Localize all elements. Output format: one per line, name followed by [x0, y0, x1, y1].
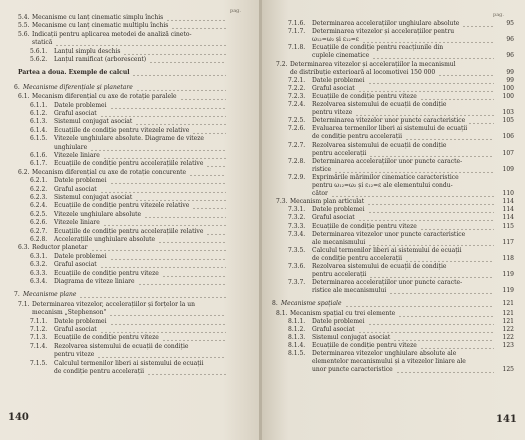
dot-leader: [110, 102, 226, 109]
toc-entry-title: de condiție pentru accelerații: [54, 368, 145, 375]
toc-entry-number: 8.1.4.: [288, 341, 306, 349]
toc-entry-number: 7.1.7.: [288, 28, 306, 36]
toc-entry-number: 5.4.: [18, 14, 30, 21]
toc-entry-title: Accelerațiile unghiulare absolute: [54, 236, 156, 243]
toc-entry-number: 7.3.6.: [288, 263, 306, 270]
toc-entry-title: Exprimările mărimilor cinematice caracteristice: [312, 173, 459, 181]
toc-entry-number: 6.2.7.: [30, 227, 48, 235]
toc-entry-page: 114: [502, 206, 514, 214]
toc-entry-title: Calculul termenilor liberi ai sistemului de ecuații: [54, 359, 204, 367]
dot-leader: [355, 109, 494, 116]
toc-entry-title: Ecuațiile de condiție pentru viteze: [312, 92, 417, 100]
toc-entry-page: 110: [502, 190, 514, 198]
toc-entry-title: ristice ale mecanismului: [312, 287, 387, 295]
toc-entry-title: Sistemul conjugat asociat: [54, 194, 133, 201]
toc-entry-title: Ecuațiile de condiție pentru accelerațiile relative: [54, 227, 204, 235]
dot-leader: [110, 318, 226, 325]
dot-leader: [393, 334, 494, 341]
toc-entry-page: 118: [502, 254, 514, 262]
toc-entry-title: Diagrama de viteze liniare: [54, 278, 135, 285]
toc-entry-title: Partea a doua. Exemple de calcul: [18, 69, 130, 77]
toc-entry-number: 7.3.3.: [288, 222, 306, 230]
toc-entry-title: Lanțul simplu deschis: [54, 47, 121, 55]
toc-entry-title: Ecuațiile de condiție pentru viteze: [312, 341, 417, 349]
dot-leader: [147, 368, 226, 375]
toc-entry-title: Mecanisme spațiale: [281, 300, 342, 308]
toc-entry-title: Mecanisme plane: [23, 291, 77, 299]
toc-entry-title: Vitezele unghiulare absolute. Diagrame de viteze: [54, 135, 204, 143]
toc-entry-title: Graful asociat: [312, 325, 355, 333]
toc-entry-title: Graful asociat: [54, 261, 97, 269]
toc-entry-number: 6.1.6.: [30, 152, 48, 159]
toc-entry-page: 115: [502, 222, 514, 230]
dot-leader: [162, 270, 226, 277]
toc-entry-page: 106: [502, 133, 514, 141]
toc-entry-number: 6.: [14, 83, 20, 91]
toc-entry-title: Determinarea vitezelor și accelerațiilor la mecanismul: [290, 60, 456, 68]
dot-leader: [180, 93, 226, 100]
toc-entry-title: pentru ω₁₂=ω₂ și ε₁₂=ε ale elementului condu-: [312, 182, 453, 189]
toc-entry-title: Vitezele unghiulare absolute: [54, 210, 142, 218]
dot-leader: [110, 177, 226, 184]
toc-entry-number: 6.1.7.: [30, 160, 48, 168]
toc-entry-title: Mecanism diferențial cu axe de rotație paralele: [32, 93, 177, 101]
toc-entry-number: 7.2.3.: [288, 92, 306, 100]
toc-entry-title: Datele problemei: [54, 317, 107, 325]
dot-leader: [135, 194, 226, 201]
toc-entry-number: 8.1.2.: [288, 325, 306, 333]
toc-entry-number: 8.1.5.: [288, 350, 306, 357]
toc-entry-number: 6.3.1.: [30, 252, 48, 260]
toc-entry-page: 121: [502, 309, 514, 317]
toc-entry-title: unor puncte caracteristice: [312, 366, 393, 374]
toc-entry-title: Ecuațiile de condiție pentru accelerațiile relative: [54, 160, 204, 168]
toc-entry-page: 123: [502, 341, 514, 349]
toc-entry-page: 121: [502, 300, 514, 308]
toc-entry-number: 6.2.2.: [30, 185, 48, 193]
toc-entry-number: 8.: [272, 300, 278, 308]
toc-entry-page: 122: [502, 333, 514, 341]
page-number: 141: [496, 414, 517, 425]
toc-entry-number: 7.1.4.: [30, 342, 48, 350]
toc-entry-title: de condiție pentru accelerații: [312, 133, 403, 141]
toc-entry-page: 107: [502, 149, 514, 157]
toc-entry-title: de distribuție exterioară al locomotivei 150 000: [290, 68, 436, 76]
toc-entry-title: Mecanisme cu lanț cinematic simplu închis: [32, 14, 164, 21]
toc-entry-number: 7.2.2.: [288, 84, 306, 92]
toc-entry-title: Determinarea accelerațiilor unor puncte caracte-: [312, 279, 463, 287]
dot-leader: [438, 69, 494, 76]
running-head: pag.: [493, 12, 504, 18]
toc-entry-title: Graful asociat: [312, 214, 355, 222]
toc-entry-title: ω₁₂=ω₂ și ε₁₂=ε: [312, 36, 359, 44]
dot-leader: [132, 69, 226, 76]
toc-entry-number: 6.3.4.: [30, 278, 48, 285]
toc-entry-title: Reductor planetar: [32, 244, 88, 252]
toc-entry-number: 6.2.5.: [30, 210, 48, 218]
toc-entry-title: Rezolvarea sistemului de ecuații de condiție: [312, 263, 447, 270]
dot-leader: [331, 190, 494, 197]
dot-leader: [367, 198, 494, 205]
dot-leader: [135, 118, 226, 125]
toc-entry-number: 5.6.1.: [30, 47, 48, 55]
toc-entry-page: 100: [502, 84, 514, 92]
dot-leader: [468, 117, 494, 124]
toc-entry-title: Vitezele liniare: [54, 152, 100, 159]
toc-entry-number: 7.2.7.: [288, 141, 306, 149]
toc-entry-number: 7.1.5.: [30, 359, 48, 367]
toc-entry-title: Determinarea vitezelor unor puncte caracteristice: [312, 230, 466, 238]
toc-entry-title: Determinarea vitezelor și accelerațiilor pentru: [312, 28, 455, 36]
toc-entry-title: Determinarea accelerațiilor unor puncte caracte-: [312, 157, 463, 165]
dot-leader: [55, 39, 226, 46]
dot-leader: [100, 261, 226, 268]
toc-entry-title: Rezolvarea sistemului de ecuații de condiție: [312, 101, 447, 108]
toc-entry-title: elementelor mecanismului și a vitezelor liniare ale: [312, 358, 466, 366]
toc-entry-page: 119: [502, 287, 514, 295]
toc-entry-title: pentru accelerații: [312, 271, 367, 279]
dot-leader: [368, 318, 494, 325]
dot-leader: [149, 56, 226, 63]
toc-entry-title: Determinarea vitezelor, accelerațiilor și forțelor la un: [32, 300, 196, 308]
toc-entry-number: 7.2.9.: [288, 173, 306, 181]
toc-entry-number: 6.2.8.: [30, 236, 48, 243]
toc-entry-title: Lanțul ramificat (arborescent): [54, 56, 147, 63]
toc-entry-page: 99: [506, 68, 514, 76]
dot-leader: [462, 20, 494, 27]
toc-entry-title: Mecanisme diferențiale și planetare: [23, 83, 133, 91]
toc-entry-page: 100: [502, 92, 514, 100]
dot-leader: [420, 93, 494, 100]
toc-entry-number: 6.3.2.: [30, 261, 48, 269]
toc-entry-number: 8.1.: [276, 309, 288, 317]
toc-entry-title: unghiulare: [54, 143, 88, 151]
toc-entry-number: 6.1.2.: [30, 110, 48, 117]
toc-entry-title: Rezolvarea sistemului de ecuații de condiție: [54, 342, 189, 350]
toc-entry-title: Mecanisme cu lanț cinematic multiplu închis: [32, 22, 169, 30]
dot-leader: [206, 228, 226, 235]
toc-entry-number: 7.3.5.: [288, 246, 306, 254]
toc-entry-number: 7.3.: [276, 198, 288, 206]
dot-leader: [144, 211, 226, 218]
dot-leader: [369, 150, 494, 157]
toc-entry-title: de condiție pentru accelerații: [312, 254, 403, 262]
toc-entry-number: 7.2.4.: [288, 101, 306, 108]
toc-entry-number: 6.1.4.: [30, 126, 48, 134]
toc-entry-title: Ecuațiile de condiție pentru vitezele relative: [54, 202, 190, 210]
toc-entry-page: 114: [502, 198, 514, 206]
toc-entry-title: cător: [312, 190, 328, 198]
toc-entry-title: Datele problemei: [312, 317, 365, 325]
toc-entry-number: 7.3.4.: [288, 230, 306, 238]
dot-leader: [97, 351, 226, 358]
toc-entry-title: Ecuațiile de condiție pentru viteze: [312, 222, 417, 230]
toc-entry-page: 125: [502, 366, 514, 374]
toc-entry-number: 7.3.1.: [288, 206, 306, 214]
toc-entry-number: 5.6.: [18, 30, 30, 38]
dot-leader: [405, 133, 494, 140]
dot-leader: [110, 253, 226, 260]
toc-entry-number: 6.2.: [18, 168, 30, 176]
toc-entry-title: Ecuațiile de condiție pentru viteze: [54, 334, 159, 342]
dot-leader: [389, 287, 494, 294]
dot-leader: [171, 22, 226, 29]
toc-entry-page: 114: [502, 214, 514, 222]
toc-entry-number: 5.5.: [18, 22, 30, 30]
toc-entry-title: Graful asociat: [54, 185, 97, 193]
dot-leader: [368, 239, 494, 246]
dot-leader: [91, 244, 226, 251]
toc-entry-number: 6.1.1.: [30, 101, 48, 109]
toc-entry-page: 105: [502, 117, 514, 125]
toc-entry-page: 96: [506, 52, 514, 60]
toc-entry-title: Datele problemei: [312, 76, 365, 84]
toc-entry-number: 7.1.6.: [288, 20, 306, 27]
toc-entry-number: 7.2.: [276, 60, 288, 68]
toc-entry-title: Graful asociat: [54, 326, 97, 333]
running-head: pag.: [230, 8, 241, 14]
toc-entry-title: Evaluarea termenilor liberi ai sistemului de ecuații: [312, 125, 468, 133]
toc-entry-number: 6.1.5.: [30, 135, 48, 143]
dot-leader: [136, 84, 226, 91]
toc-entry-number: 7.2.5.: [288, 117, 306, 125]
toc-entry-number: 7.: [14, 291, 20, 299]
toc-entry-number: 6.3.: [18, 244, 30, 252]
dot-leader: [368, 77, 494, 84]
toc-entry-title: pentru accelerații: [312, 149, 367, 157]
toc-entry-title: Graful asociat: [312, 84, 355, 92]
toc-entry-title: Mecanism spațial cu trei elemente: [290, 309, 396, 317]
toc-entry-title: Ecuațiile de condiție pentru reacțiunile din: [312, 44, 444, 52]
dot-leader: [192, 202, 226, 209]
dot-leader: [420, 342, 494, 349]
toc-entry-title: Rezolvarea sistemului de ecuații de condiție: [312, 141, 447, 149]
toc-entry-page: 119: [502, 271, 514, 279]
toc-entry-number: 8.1.1.: [288, 317, 306, 325]
toc-entry-title: Datele problemei: [54, 177, 107, 185]
dot-leader: [405, 255, 494, 262]
toc-entry-title: Ecuațiile de condiție pentru viteze: [54, 269, 159, 277]
dot-leader: [358, 214, 494, 221]
toc-entry-title: pentru viteze: [54, 351, 95, 359]
dot-leader: [138, 278, 226, 285]
dot-leader: [189, 169, 226, 176]
dot-leader: [420, 223, 494, 230]
toc-entry-title: Mecanism diferențial cu axe de rotație concurente: [32, 168, 187, 176]
toc-entry-number: 7.3.2.: [288, 214, 306, 222]
toc-entry-number: 7.1.1.: [30, 317, 48, 325]
toc-entry-title: Determinarea accelerațiilor unghiulare absolute: [312, 20, 460, 27]
toc-entry-number: 6.2.4.: [30, 202, 48, 210]
dot-leader: [206, 160, 226, 167]
toc-entry-page: 96: [506, 36, 514, 44]
toc-entry-number: 7.1.8.: [288, 44, 306, 52]
dot-leader: [100, 326, 226, 333]
toc-entry-page: 117: [502, 238, 514, 246]
toc-entry-page: 122: [502, 325, 514, 333]
toc-entry-title: Datele problemei: [54, 101, 107, 109]
dot-leader: [358, 326, 494, 333]
toc-entry-number: 6.2.6.: [30, 219, 48, 227]
toc-entry-number: 8.1.3.: [288, 333, 306, 341]
toc-entry-number: 6.2.3.: [30, 194, 48, 201]
page-number: 140: [8, 412, 29, 423]
dot-leader: [362, 36, 494, 43]
dot-leader: [100, 186, 226, 193]
toc-entry-number: 6.1.3.: [30, 118, 48, 126]
toc-entry-title: Sistemul conjugat asociat: [54, 118, 133, 126]
toc-entry-number: 7.2.6.: [288, 125, 306, 133]
dot-leader: [345, 300, 494, 307]
toc-entry-number: 7.1.: [18, 300, 30, 308]
dot-leader: [90, 144, 226, 151]
right-page: [262, 0, 525, 440]
toc-entry-number: 7.2.8.: [288, 157, 306, 165]
dot-leader: [396, 366, 494, 373]
dot-leader: [398, 310, 494, 317]
dot-leader: [358, 85, 494, 92]
toc-entry-title: ale mecanismului: [312, 238, 366, 246]
left-page: [0, 0, 262, 440]
toc-entry-title: Calculul termenilor liberi ai sistemului de ecuații: [312, 246, 462, 254]
dot-leader: [372, 52, 494, 59]
dot-leader: [166, 14, 226, 21]
toc-entry-number: 7.1.3.: [30, 334, 48, 342]
toc-entry-page: 95: [506, 20, 514, 27]
toc-entry-number: 6.3.3.: [30, 269, 48, 277]
dot-leader: [162, 334, 226, 341]
dot-leader: [103, 219, 226, 226]
dot-leader: [100, 110, 226, 117]
toc-entry-title: mecanism „Stephenson": [32, 309, 107, 317]
dot-leader: [192, 127, 226, 134]
toc-entry-title: statică: [32, 39, 53, 47]
toc-entry-title: Determinarea vitezelor unghiulare absolute ale: [312, 350, 457, 357]
toc-entry-title: pentru viteze: [312, 109, 353, 117]
toc-entry-page: 103: [502, 109, 514, 117]
toc-entry-title: ristice: [312, 165, 332, 173]
toc-entry-number: 6.2.1.: [30, 177, 48, 185]
toc-entry-number: 7.1.2.: [30, 326, 48, 333]
dot-leader: [123, 48, 226, 55]
toc-entry-number: 7.3.7.: [288, 279, 306, 287]
dot-leader: [103, 152, 226, 159]
toc-entry-title: Datele problemei: [54, 252, 107, 260]
toc-entry-page: 121: [502, 317, 514, 325]
dot-leader: [334, 166, 494, 173]
dot-leader: [109, 309, 226, 316]
toc-entry-title: Datele problemei: [312, 206, 365, 214]
toc-entry-title: Mecanism plan articulat: [290, 198, 365, 206]
toc-entry-title: Graful asociat: [54, 110, 97, 117]
dot-leader: [369, 271, 494, 278]
toc-entry-number: 5.6.2.: [30, 56, 48, 63]
toc-entry-page: 99: [506, 76, 514, 84]
toc-entry-number: 7.2.1.: [288, 76, 306, 84]
toc-entry-number: 6.1.: [18, 93, 30, 101]
toc-entry-page: 109: [502, 165, 514, 173]
toc-entry-title: Indicații pentru aplicarea metodei de analiză cineto-: [32, 30, 192, 38]
dot-leader: [368, 206, 494, 213]
dot-leader: [158, 236, 226, 243]
toc-entry-title: Ecuațiile de condiție pentru vitezele relative: [54, 126, 190, 134]
dot-leader: [79, 291, 226, 298]
toc-entry-title: cuplele cinematice: [312, 52, 370, 60]
toc-entry-title: Sistemul conjugat asociat: [312, 333, 391, 341]
toc-entry-title: Vitezele liniare: [54, 219, 100, 227]
toc-entry-title: Determinarea vitezelor unor puncte caracteristice: [312, 117, 466, 125]
